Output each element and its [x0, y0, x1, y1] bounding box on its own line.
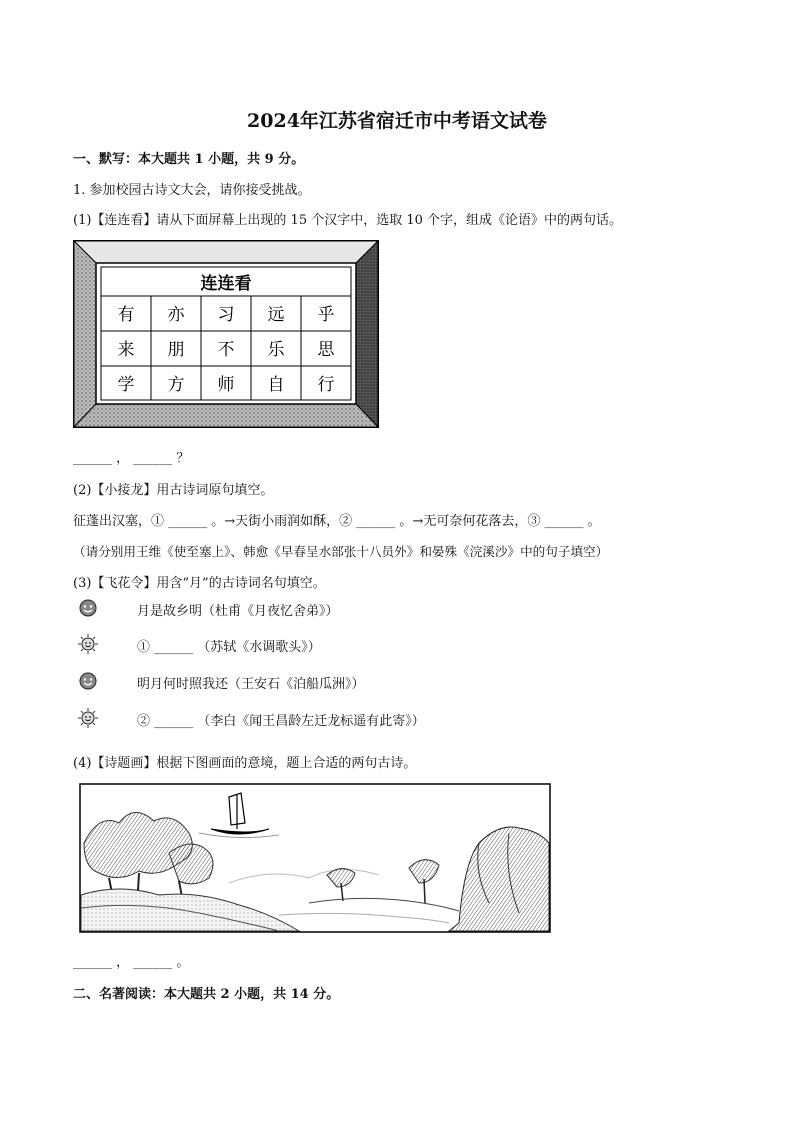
board-character[interactable]: 乎: [317, 305, 335, 325]
board-heading: 连连看: [200, 274, 252, 294]
section-heading-2: 二、名著阅读：本大题共 2 小题，共 14 分。: [73, 987, 340, 1002]
feihualing-text[interactable]: ② ______ （李白《闻王昌龄左迁龙标遥有此寄》）: [137, 714, 425, 729]
board-character[interactable]: 师: [217, 375, 235, 395]
board-character[interactable]: 有: [117, 305, 135, 325]
question-1-stem: 1. 参加校园古诗文大会，请你接受挑战。: [73, 183, 311, 198]
page-title: 2024年江苏省宿迁市中考语文试卷: [247, 110, 547, 132]
board-character[interactable]: 思: [317, 340, 335, 360]
moon-face-icon: [78, 671, 98, 691]
part-2-fill-line[interactable]: 征蓬出汉塞，① ______ 。→天街小雨润如酥，② ______ 。→无可奈何花落去，③ ______ 。: [73, 514, 601, 529]
sun-face-icon: [78, 634, 98, 654]
lianliankan-board: [73, 240, 379, 428]
question-1-part-4: (4)【诗题画】根据下图画面的意境，题上合适的两句古诗。: [73, 756, 417, 771]
sun-face-icon: [78, 708, 98, 728]
board-character[interactable]: 学: [117, 375, 135, 395]
part-2-note: （请分别用王维《使至塞上》、韩愈《早春呈水部张十八员外》和晏殊《浣溪沙》中的句子填空）: [73, 544, 609, 559]
board-character[interactable]: 习: [217, 305, 235, 325]
board-character[interactable]: 亦: [167, 305, 185, 325]
board-character[interactable]: 自: [267, 375, 285, 395]
board-character[interactable]: 远: [267, 305, 285, 325]
landscape-painting: [79, 783, 551, 933]
board-character[interactable]: 朋: [167, 340, 185, 360]
board-character[interactable]: 行: [317, 375, 335, 395]
answer-blank-1[interactable]: ______ ， ______ ？: [73, 451, 190, 466]
feihualing-text[interactable]: ① ______ （苏轼《水调歌头》）: [137, 640, 321, 655]
question-1-part-3: (3)【飞花令】用含“月”的古诗词名句填空。: [73, 576, 326, 591]
feihualing-text: 明月何时照我还（王安石《泊船瓜洲》）: [137, 677, 365, 692]
question-1-part-1: (1)【连连看】请从下面屏幕上出现的 15 个汉字中，选取 10 个字，组成《论语》中的两句话。: [73, 213, 623, 228]
board-character[interactable]: 乐: [267, 340, 285, 360]
section-heading-1: 一、默写：本大题共 1 小题，共 9 分。: [73, 152, 305, 167]
question-1-part-2: (2)【小接龙】用古诗词原句填空。: [73, 483, 274, 498]
board-character[interactable]: 不: [217, 340, 235, 360]
moon-face-icon: [78, 598, 98, 618]
feihualing-text: 月是故乡明（杜甫《月夜忆舍弟》）: [137, 604, 339, 619]
answer-blank-4[interactable]: ______ ， ______ 。: [73, 955, 190, 970]
board-character[interactable]: 方: [167, 375, 185, 395]
board-character[interactable]: 来: [117, 340, 135, 360]
